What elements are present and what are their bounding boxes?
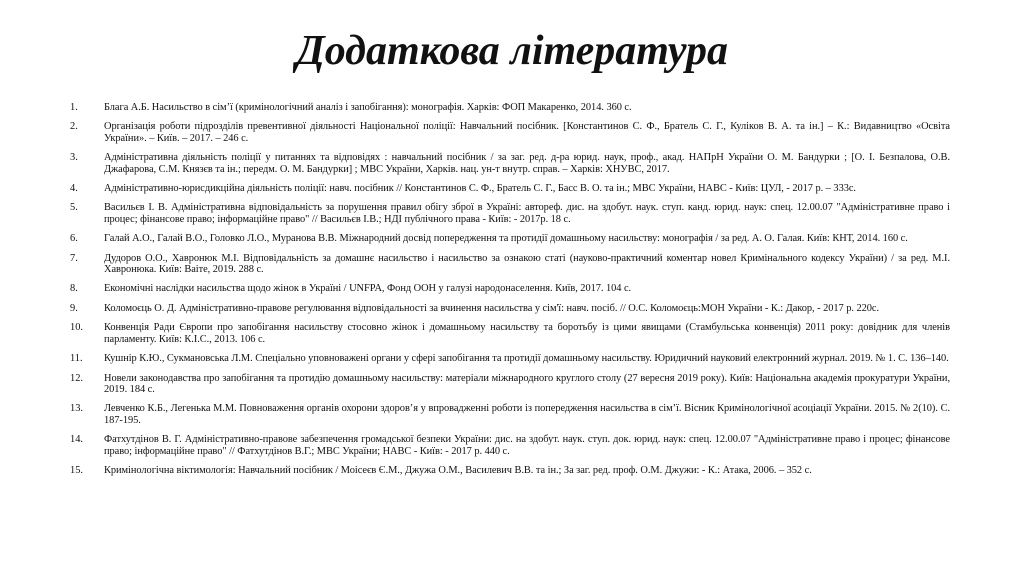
list-item-number: 7.	[70, 252, 78, 264]
list-item-text: Кримінологічна віктимологія: Навчальний посібник / Моісеєв Є.М., Джужа О.М., Василевич В.В. та ін.; За заг. ред. проф. О.М. Джужи: - К.: Атака, 2006. – 352 с.	[104, 464, 812, 476]
list-item-text: Організація роботи підрозділів превентивної діяльності Національної поліції: Навчальний посібник. [Константинов С. Ф., Братель С. Г., Куліков В. А. та ін.] – К.: Видавництво «Освіта України». – Київ. – 2017. – 246 с.	[104, 121, 950, 144]
list-item-number: 14.	[70, 434, 83, 446]
list-item	[70, 152, 950, 175]
list-item-text: Фатхутдінов В. Г. Адміністративно-правове забезпечення громадської безпеки України: дис. на здобут. наук. ступ. док. юрид. наук: спец. 12.00.07 "Адміністративне право і процес; фінансове право; інформаційне право" // Фатхутдінов В.Г.; МВС України; НАВС - Київ: - 2017 р. 440 с.	[104, 434, 950, 457]
list-item-text: Васильєв І. В. Адміністративна відповідальність за порушення правил обігу зброї в Україні: автореф. дис. на здобут. наук. ступ. канд. юрид. наук: спец. 12.00.07 "Адміністративне право і процес; фінансове право; інформаційне право" // Васильєв І.В.; НДІ публічного права - Київ: - 2017р. 18 с.	[104, 202, 950, 225]
list-item-number: 8.	[70, 283, 78, 295]
list-item-number: 2.	[70, 121, 78, 133]
list-item-number: 9.	[70, 302, 78, 314]
list-item	[70, 373, 950, 396]
list-item	[70, 465, 950, 476]
list-item-number: 11.	[70, 353, 83, 365]
list-item	[70, 322, 950, 345]
list-item-text: Коломоєць О. Д. Адміністративно-правове регулювання відповідальності за вчинення насильства у сім'ї: навч. посіб. // О.С. Коломоєць:МОН України - К.: Дакор, - 2017 р. 220с.	[104, 302, 879, 314]
list-item	[70, 403, 950, 426]
list-item-number: 15.	[70, 464, 83, 476]
list-item-text: Економічні наслідки насильства щодо жінок в Україні / UNFPA, Фонд ООН у галузі народонаселення. Київ, 2017. 104 с.	[104, 283, 632, 295]
reference-list	[70, 102, 950, 484]
list-item	[70, 102, 950, 113]
list-item	[70, 233, 950, 244]
list-item-number: 3.	[70, 152, 78, 164]
list-item-number: 12.	[70, 372, 83, 384]
list-item	[70, 183, 950, 194]
list-item-text: Конвенція Ради Європи про запобігання насильству стосовно жінок і домашньому насильству та боротьбу із цими явищами (Стамбульська конвенція) 2011 року: довідник для членів парламенту. Київ: К.І.С., 2013. 106 с.	[104, 322, 950, 345]
list-item-text: Кушнір К.Ю., Сукмановська Л.М. Спеціально уповноважені органи у сфері запобігання та протидії домашньому насильству. Юридичний науковий електронний журнал. 2019. № 1. С. 136–140.	[104, 353, 949, 365]
list-item-text: Новели законодавства про запобігання та протидію домашньому насильству: матеріали міжнародного круглого столу (27 вересня 2019 року). Київ: Національна академія прокуратури України, 2019. 184 с.	[104, 372, 950, 395]
list-item	[70, 253, 950, 276]
list-item-text: Адміністративно-юрисдикційна діяльність поліції: навч. посібник // Константинов С. Ф., Братель С. Г., Басс В. О. та ін.; МВС України, НАВС - Київ: ЦУЛ, - 2017 р. – 333с.	[104, 183, 856, 195]
list-item-number: 13.	[70, 403, 83, 415]
list-item-number: 5.	[70, 202, 78, 214]
list-item	[70, 353, 950, 364]
list-item-number: 4.	[70, 183, 78, 195]
list-item-text: Блага А.Б. Насильство в сім’ї (кримінологічний аналіз і запобігання): монографія. Харків: ФОП Макаренко, 2014. 360 с.	[104, 102, 632, 113]
list-item-text: Галай А.О., Галай В.О., Головко Л.О., Муранова В.В. Міжнародний досвід попередження та протидії домашньому насильству: монографія / за ред. А. О. Галая. Київ: КНТ, 2014. 160 с.	[104, 233, 908, 245]
list-item-number: 1.	[70, 102, 78, 113]
slide-title: Додаткова література	[296, 28, 728, 74]
list-item-text: Дудоров О.О., Хавронюк М.І. Відповідальність за домашнє насильство і насильство за ознакою статі (науково-практичний коментар новел Кримінального кодексу України) / за ред. М.І. Хавронюка. Київ: Ваіте, 2019. 288 с.	[104, 252, 950, 276]
list-item	[70, 303, 950, 314]
list-item-text: Адміністративна діяльність поліції у питаннях та відповідях : навчальний посібник / за заг. ред. д-ра юрид. наук, проф., акад. НАПрН України О. М. Бандурки ; [О. І. Безпалова, О.В. Джафарова, С.М. Князєв та ін.; передм. О. М. Бандурки] ; МВС України, Харків. нац. ун-т внутр. справ. – Харків: ХНУВС, 2017.	[104, 152, 950, 175]
list-item	[70, 121, 950, 144]
list-item	[70, 202, 950, 225]
list-item-number: 10.	[70, 322, 83, 334]
list-item-text: Левченко К.Б., Легенька М.М. Повноваження органів охорони здоров’я у впровадженні роботи із попередження насильства в сім’ї. Вісник Кримінологічної асоціації України. 2015. № 2(10). С. 187-195.	[104, 403, 950, 426]
list-item	[70, 434, 950, 457]
list-item-number: 6.	[70, 233, 78, 245]
list-item	[70, 283, 950, 294]
